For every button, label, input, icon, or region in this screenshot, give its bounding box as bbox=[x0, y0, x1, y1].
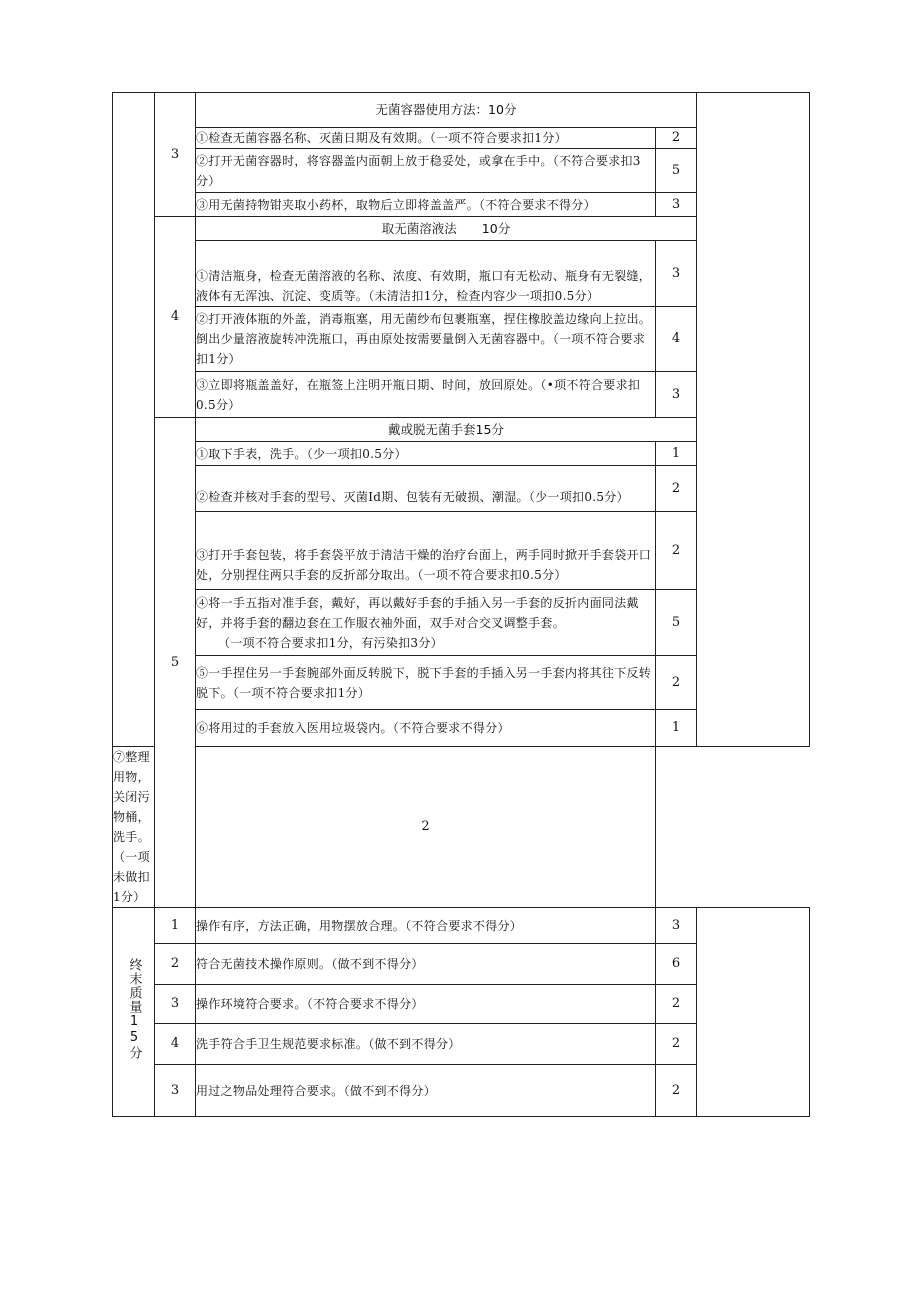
row-number: 3 bbox=[155, 1065, 196, 1117]
item-text: ②打开无菌容器时，将容器盖内面朝上放于稳妥处，或拿在手中。（不符合要求扣3分） bbox=[196, 149, 656, 193]
row-number: 1 bbox=[155, 908, 196, 944]
item-points: 4 bbox=[656, 307, 697, 372]
remarks-cell bbox=[697, 93, 810, 747]
section-number: 4 bbox=[155, 217, 196, 418]
item-text: ②打开液体瓶的外盖，消毒瓶塞，用无菌纱布包裹瓶塞，捏住橡胶盖边缘向上拉出。倒出少量溶液旋转冲洗瓶口，再由原处按需要量倒入无菌容器中。（一项不符合要求扣1分） bbox=[196, 307, 656, 372]
section-header: 戴或脱无菌手套15分 bbox=[196, 418, 697, 442]
item-points: 1 bbox=[656, 442, 697, 466]
row-number: 3 bbox=[155, 985, 196, 1024]
item-points: 6 bbox=[656, 944, 697, 985]
item-text: ①清洁瓶身，检查无菌溶液的名称、浓度、有效期，瓶口有无松动、瓶身有无裂缝，液体有无浑浊、沉淀、变质等。（未清洁扣1分，检查内容少一项扣0.5分） bbox=[196, 241, 656, 307]
row-number: 2 bbox=[155, 944, 196, 985]
final-quality-label bbox=[113, 908, 155, 1117]
category-cell-blank bbox=[113, 93, 155, 747]
item-text: ③打开手套包装，将手套袋平放于清洁干燥的治疗台面上，两手同时掀开手套袋开口处，分别捏住两只手套的反折部分取出。（一项不符合要求扣0.5分） bbox=[196, 512, 656, 590]
item-text-main: ④将一手五指对准手套，戴好，再以戴好手套的手插入另一手套的反折内面同法戴好，并将手套的翻边套在工作服衣袖外面，双手对合交叉调整手套。 bbox=[196, 595, 639, 630]
item-text: 操作有序，方法正确，用物摆放合理。（不符合要求不得分） bbox=[196, 908, 656, 944]
item-points: 2 bbox=[656, 466, 697, 512]
item-text: ①取下手表，洗手。（少一项扣0.5分） bbox=[196, 442, 656, 466]
item-points: 3 bbox=[656, 908, 697, 944]
item-text-note: （一项不符合要求扣1分，有污染扣3分） bbox=[218, 635, 443, 650]
item-points: 2 bbox=[656, 656, 697, 710]
item-points: 5 bbox=[656, 590, 697, 656]
item-text: ②检查并核对手套的型号、灭菌Id期、包装有无破损、潮湿。（少一项扣0.5分） bbox=[196, 466, 656, 512]
item-text: 用过之物品处理符合要求。（做不到不得分） bbox=[196, 1065, 656, 1117]
item-text: ⑥将用过的手套放入医用垃圾袋内。（不符合要求不得分） bbox=[196, 710, 656, 747]
item-text: ③立即将瓶盖盖好，在瓶签上注明开瓶日期、时间，放回原处。（•项不符合要求扣0.5分） bbox=[196, 372, 656, 418]
row-number: 4 bbox=[155, 1024, 196, 1065]
item-points: 2 bbox=[656, 512, 697, 590]
item-points: 3 bbox=[656, 193, 697, 217]
section-number: 3 bbox=[155, 93, 196, 217]
item-text: ⑤一手捏住另一手套腕部外面反转脱下，脱下手套的手插入另一手套内将其往下反转脱下。（一项不符合要求扣1分） bbox=[196, 656, 656, 710]
item-text: 洗手符合手卫生规范要求标准。（做不到不得分） bbox=[196, 1024, 656, 1065]
remarks-cell bbox=[697, 908, 810, 1117]
item-text bbox=[196, 590, 656, 656]
final-quality-label-text: 终末质量15分 bbox=[126, 957, 142, 1060]
item-points: 1 bbox=[656, 710, 697, 747]
item-text: ⑦整理用物，关闭污物桶，洗手。（一项未做扣1分） bbox=[113, 747, 155, 908]
item-points: 3 bbox=[656, 372, 697, 418]
item-text: ①检查无菌容器名称、灭菌日期及有效期。（一项不符合要求扣1分） bbox=[196, 128, 656, 149]
section-header: 无菌容器使用方法：10分 bbox=[196, 93, 697, 128]
scoring-table bbox=[112, 92, 810, 1117]
item-points: 2 bbox=[656, 1065, 697, 1117]
item-points: 2 bbox=[196, 747, 656, 908]
item-points: 3 bbox=[656, 241, 697, 307]
section-header: 取无菌溶液法 10分 bbox=[196, 217, 697, 241]
item-points: 2 bbox=[656, 1024, 697, 1065]
item-text: 操作环境符合要求。（不符合要求不得分） bbox=[196, 985, 656, 1024]
item-points: 2 bbox=[656, 128, 697, 149]
item-points: 5 bbox=[656, 149, 697, 193]
item-points: 2 bbox=[656, 985, 697, 1024]
item-text: ③用无菌持物钳夹取小药杯，取物后立即将盖盖严。（不符合要求不得分） bbox=[196, 193, 656, 217]
item-text: 符合无菌技术操作原则。（做不到不得分） bbox=[196, 944, 656, 985]
section-number: 5 bbox=[155, 418, 196, 908]
